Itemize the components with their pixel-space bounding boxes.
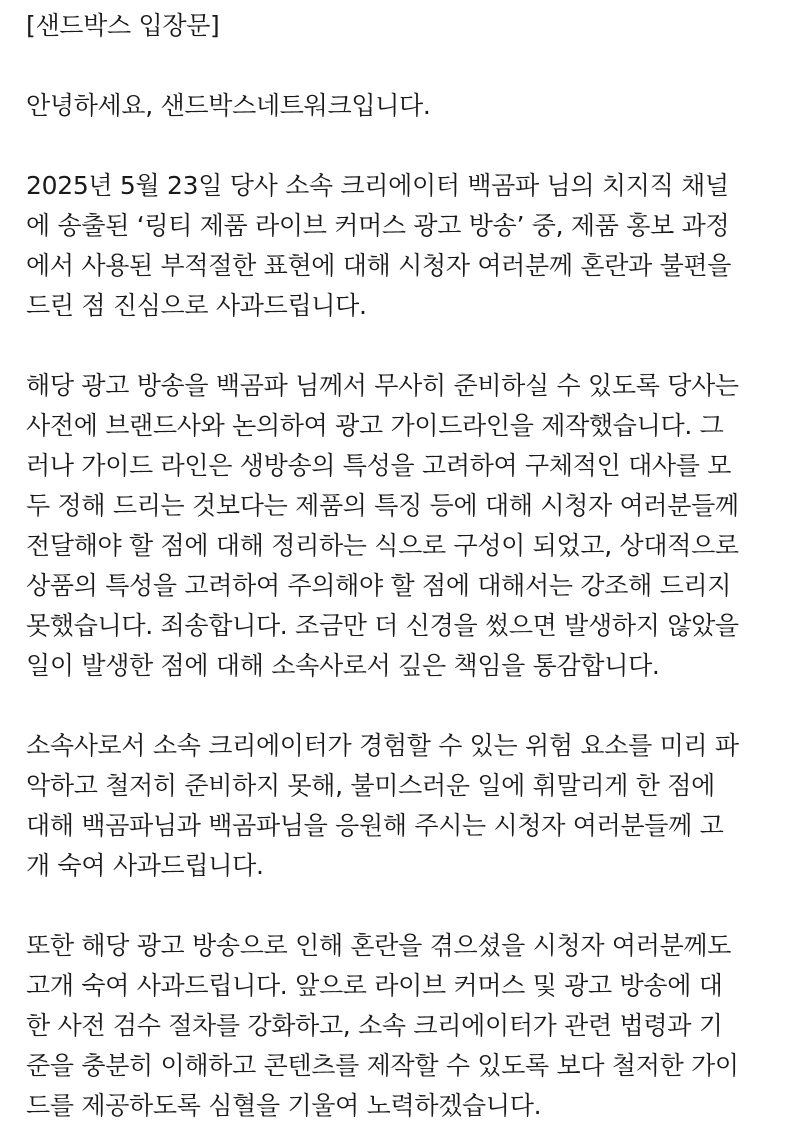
- paragraph-line: 대해 백곰파님과 백곰파님을 응원해 주시는 시청자 여러분들께 고: [26, 811, 724, 840]
- paragraph-line: 한 사전 검수 절차를 강화하고, 소속 크리에이터가 관련 법령과 기: [26, 1011, 723, 1040]
- responsibility-paragraph: [26, 726, 788, 886]
- paragraph-line: 준을 충분히 이해하고 콘텐츠를 제작할 수 있도록 보다 철저한 가이: [26, 1051, 739, 1080]
- paragraph-line: 사전에 브랜드사와 논의하여 광고 가이드라인을 제작했습니다. 그: [26, 411, 724, 440]
- paragraph-line: 두 정해 드리는 것보다는 제품의 특징 등에 대해 시청자 여러분들께: [26, 491, 739, 520]
- paragraph-line: 에서 사용된 부적절한 표현에 대해 시청자 여러분께 혼란과 불편을: [26, 251, 732, 280]
- paragraph-line: 일이 발생한 점에 대해 소속사로서 깊은 책임을 통감합니다.: [26, 651, 660, 680]
- paragraph-line: 고개 숙여 사과드립니다. 앞으로 라이브 커머스 및 광고 방송에 대: [26, 971, 723, 1000]
- closing-paragraph: [26, 926, 788, 1126]
- paragraph-line: 못했습니다. 죄송합니다. 조금만 더 신경을 썼으면 발생하지 않았을: [26, 611, 739, 640]
- paragraph-line: 상품의 특성을 고려하여 주의해야 할 점에 대해서는 강조해 드리지: [26, 571, 732, 600]
- paragraph-line: 러나 가이드 라인은 생방송의 특성을 고려하여 구체적인 대사를 모: [26, 451, 732, 480]
- guideline-paragraph: [26, 366, 788, 686]
- paragraph-line: 전달해야 할 점에 대해 정리하는 식으로 구성이 되었고, 상대적으로: [26, 531, 739, 560]
- paragraph-line: 소속사로서 소속 크리에이터가 경험할 수 있는 위험 요소를 미리 파: [26, 731, 739, 760]
- statement-title: [샌드박스 입장문]: [26, 11, 220, 40]
- paragraph-line: 드린 점 진심으로 사과드립니다.: [26, 291, 367, 320]
- paragraph-line: 또한 해당 광고 방송으로 인해 혼란을 겪으셨을 시청자 여러분께도: [26, 931, 732, 960]
- paragraph-line: 개 숙여 사과드립니다.: [26, 851, 264, 880]
- paragraph-line: 드를 제공하도록 심혈을 기울여 노력하겠습니다.: [26, 1091, 542, 1120]
- paragraph-line: 해당 광고 방송을 백곰파 님께서 무사히 준비하실 수 있도록 당사는: [26, 371, 739, 400]
- paragraph-line: 2025년 5월 23일 당사 소속 크리에이터 백곰파 님의 치지직 채널: [26, 171, 729, 200]
- greeting-paragraph: [26, 86, 788, 126]
- paragraph-line: 악하고 철저히 준비하지 못해, 불미스러운 일에 휘말리게 한 점에: [26, 771, 715, 800]
- paragraph-line: 에 송출된 ‘링티 제품 라이브 커머스 광고 방송’ 중, 제품 홍보 과정: [26, 211, 730, 240]
- paragraph-line: 안녕하세요, 샌드박스네트워크입니다.: [26, 91, 431, 120]
- apology-paragraph: [26, 166, 788, 326]
